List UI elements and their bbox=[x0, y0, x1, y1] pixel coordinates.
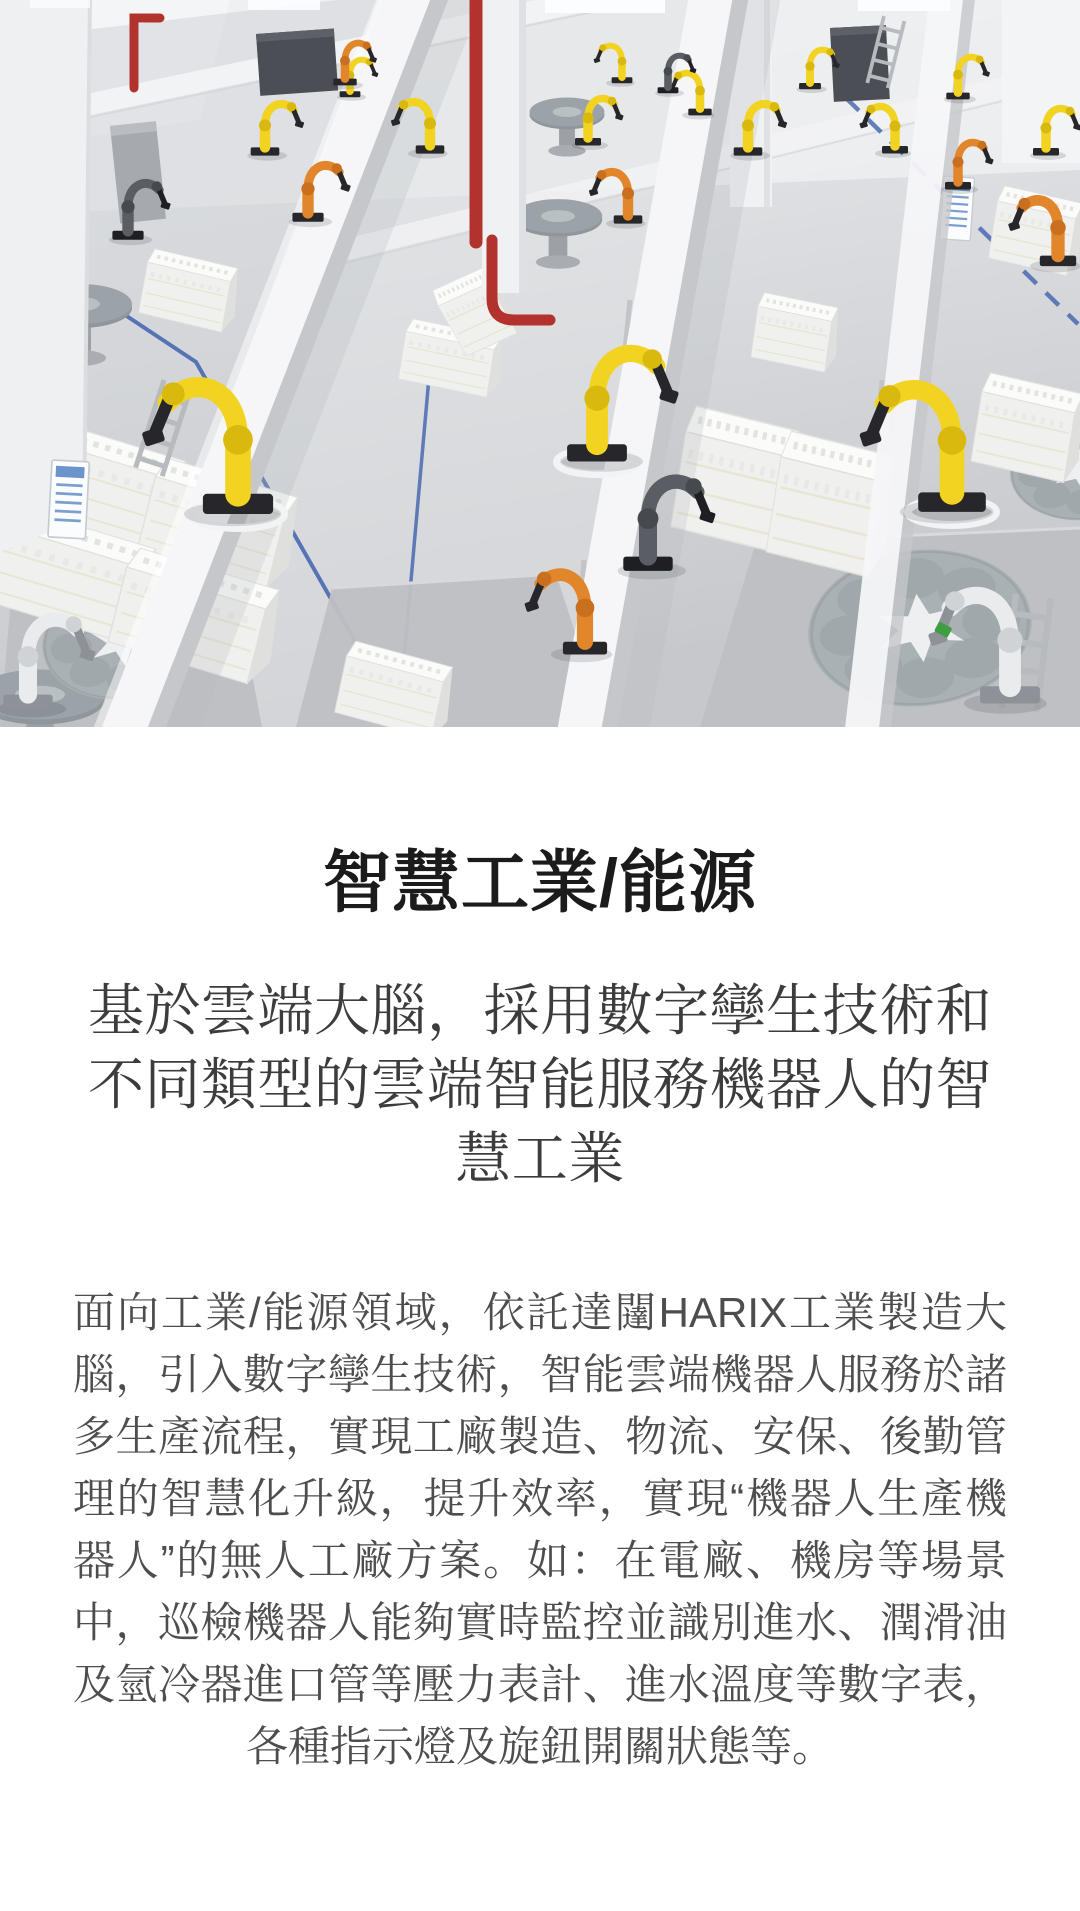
section-subtitle: 基於雲端大腦，採用數字孿生技術和不同類型的雲端智能服務機器人的智慧工業 bbox=[88, 979, 992, 1190]
hero-image bbox=[0, 0, 1080, 727]
section-body: 面向工業/能源領域，依託達闥HARIX工業製造大腦，引入數字孿生技術，智能雲端機器人服務於諸多生產流程，實現工廠製造、物流、安保、後勤管理的智慧化升級，提升效率，實現“機器人生產機器人”的無人工廠方案。如：在電廠、機房等場景中，巡檢機器人能夠實時監控並識別進水、潤滑油及氫冷器進口管等壓力表計、進水溫度等數字表，各種指示燈及旋鈕開關狀態等。 bbox=[73, 1289, 1007, 1770]
hero-left-pillar bbox=[0, 0, 90, 552]
content-section bbox=[0, 727, 1080, 1778]
factory-scene-illustration bbox=[0, 0, 1080, 727]
page-title: 智慧工業/能源 bbox=[323, 845, 757, 921]
